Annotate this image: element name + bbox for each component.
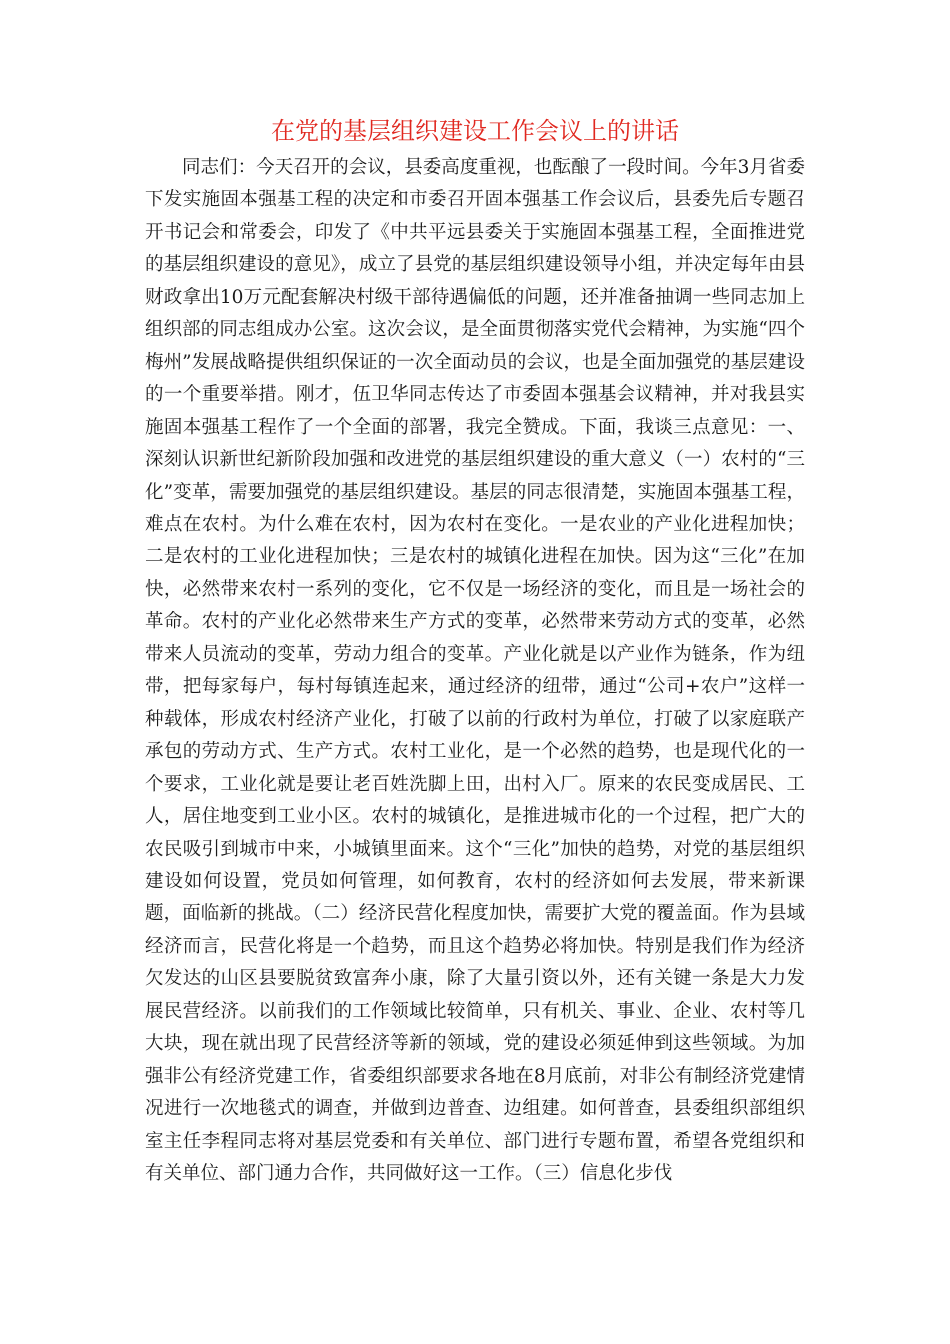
document-body-paragraph: 同志们：今天召开的会议，县委高度重视，也酝酿了一段时间。今年3月省委下发实施固本强基工程的决定和市委召开固本强基工作会议后，县委先后专题召开书记会和常委会，印发了《中共平远县委关于实施固本强基工程，全面推进党的基层组织建设的意见》，成立了县党的基层组织建设领导小组，并决定每年由县财政拿出10万元配套解决村级干部待遇偏低的问题，还并准备抽调一些同志加上组织部的同志组成办公室。这次会议，是全面贯彻落实党代会精神，为实施“四个梅州”发展战略提供组织保证的一次全面动员的会议，也是全面加强党的基层建设的一个重要举措。刚才，伍卫华同志传达了市委固本强基会议精神，并对我县实施固本强基工程作了一个全面的部署，我完全赞成。下面，我谈三点意见：一、深刻认识新世纪新阶段加强和改进党的基层组织建设的重大意义（一）农村的“三化”变革，需要加强党的基层组织建设。基层的同志很清楚，实施固本强基工程，难点在农村。为什么难在农村，因为农村在变化。一是农业的产业化进程加快；二是农村的工业化进程加快；三是农村的城镇化进程在加快。因为这“三化”在加快，必然带来农村一系列的变化，它不仅是一场经济的变化，而且是一场社会的革命。农村的产业化必然带来生产方式的变革，必然带来劳动方式的变革，必然带来人员流动的变革，劳动力组合的变革。产业化就是以产业作为链条，作为纽带，把每家每户，每村每镇连起来，通过经济的纽带，通过“公司+农户”这样一种载体，形成农村经济产业化，打破了以前的行政村为单位，打破了以家庭联产承包的劳动方式、生产方式。农村工业化，是一个必然的趋势，也是现代化的一个要求，工业化就是要让老百姓洗脚上田，出村入厂。原来的农民变成居民、工人，居住地变到工业小区。农村的城镇化，是推进城市化的一个过程，把广大的农民吸引到城市中来，小城镇里面来。这个“三化”加快的趋势，对党的基层组织建设如何设置，党员如何管理，如何教育，农村的经济如何去发展，带来新课题，面临新的挑战。（二）经济民营化程度加快，需要扩大党的覆盖面。作为县域经济而言，民营化将是一个趋势，而且这个趋势必将加快。特别是我们作为经济欠发达的山区县要脱贫致富奔小康，除了大量引资以外，还有关键一条是大力发展民营经济。以前我们的工作领域比较简单，只有机关、事业、企业、农村等几大块，现在就出现了民营经济等新的领域，党的建设必须延伸到这些领域。为加强非公有经济党建工作，省委组织部要求各地在8月底前，对非公有制经济党建情况进行一次地毯式的调查，并做到边普查、边组建。如何普查，县委组织部组织室主任李程同志将对基层党委和有关单位、部门进行专题布置，希望各党组织和有关单位、部门通力合作，共同做好这一工作。（三）信息化步伐 (145, 157, 805, 1185)
document-title: 在党的基层组织建设工作会议上的讲话 (271, 117, 679, 145)
